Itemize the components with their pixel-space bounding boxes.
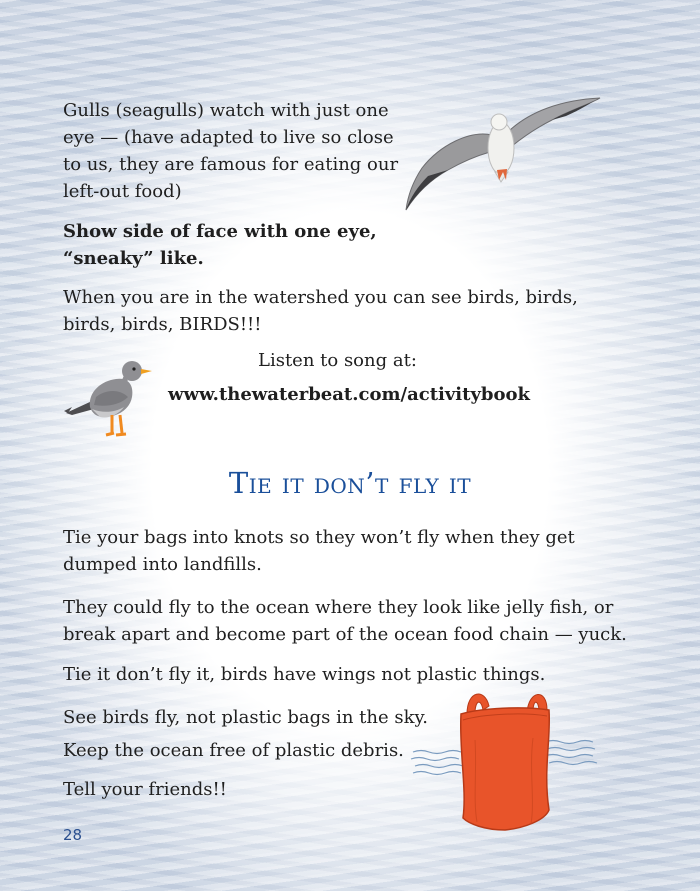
gulls-paragraph: Gulls (seagulls) watch with just one eye — (have adapted to live so close to us, they are famous for eating our left-out food) — [63, 100, 399, 202]
song-link[interactable]: www.thewaterbeat.com/activitybook — [168, 384, 530, 405]
standing-seagull-icon — [62, 355, 157, 440]
watershed-paragraph: When you are in the watershed you can see birds, birds, birds, birds, BIRDS!!! — [63, 287, 578, 335]
page-number: 28 — [63, 826, 83, 844]
listen-label: Listen to song at: — [258, 350, 417, 371]
wings-paragraph: Tie it don’t fly it, birds have wings not plastic things. — [63, 664, 546, 685]
tie-paragraph: Tie your bags into knots so they won’t fly when they get dumped into landfills. — [63, 527, 575, 575]
ocean-paragraph: They could fly to the ocean where they look like jelly fish, or break apart and become part of the ocean food chain — yuck. — [63, 597, 627, 645]
keep-ocean-paragraph: Keep the ocean free of plastic debris. — [63, 740, 404, 761]
section-heading: Tie it don’t fly it — [228, 466, 472, 500]
see-birds-paragraph: See birds fly, not plastic bags in the sky. — [63, 707, 429, 728]
flying-seagull-icon — [400, 90, 605, 215]
plastic-bag-icon — [405, 680, 600, 835]
tell-friends-paragraph: Tell your friends!! — [63, 779, 227, 800]
gulls-instruction: Show side of face with one eye, “sneaky” like. — [63, 221, 377, 269]
